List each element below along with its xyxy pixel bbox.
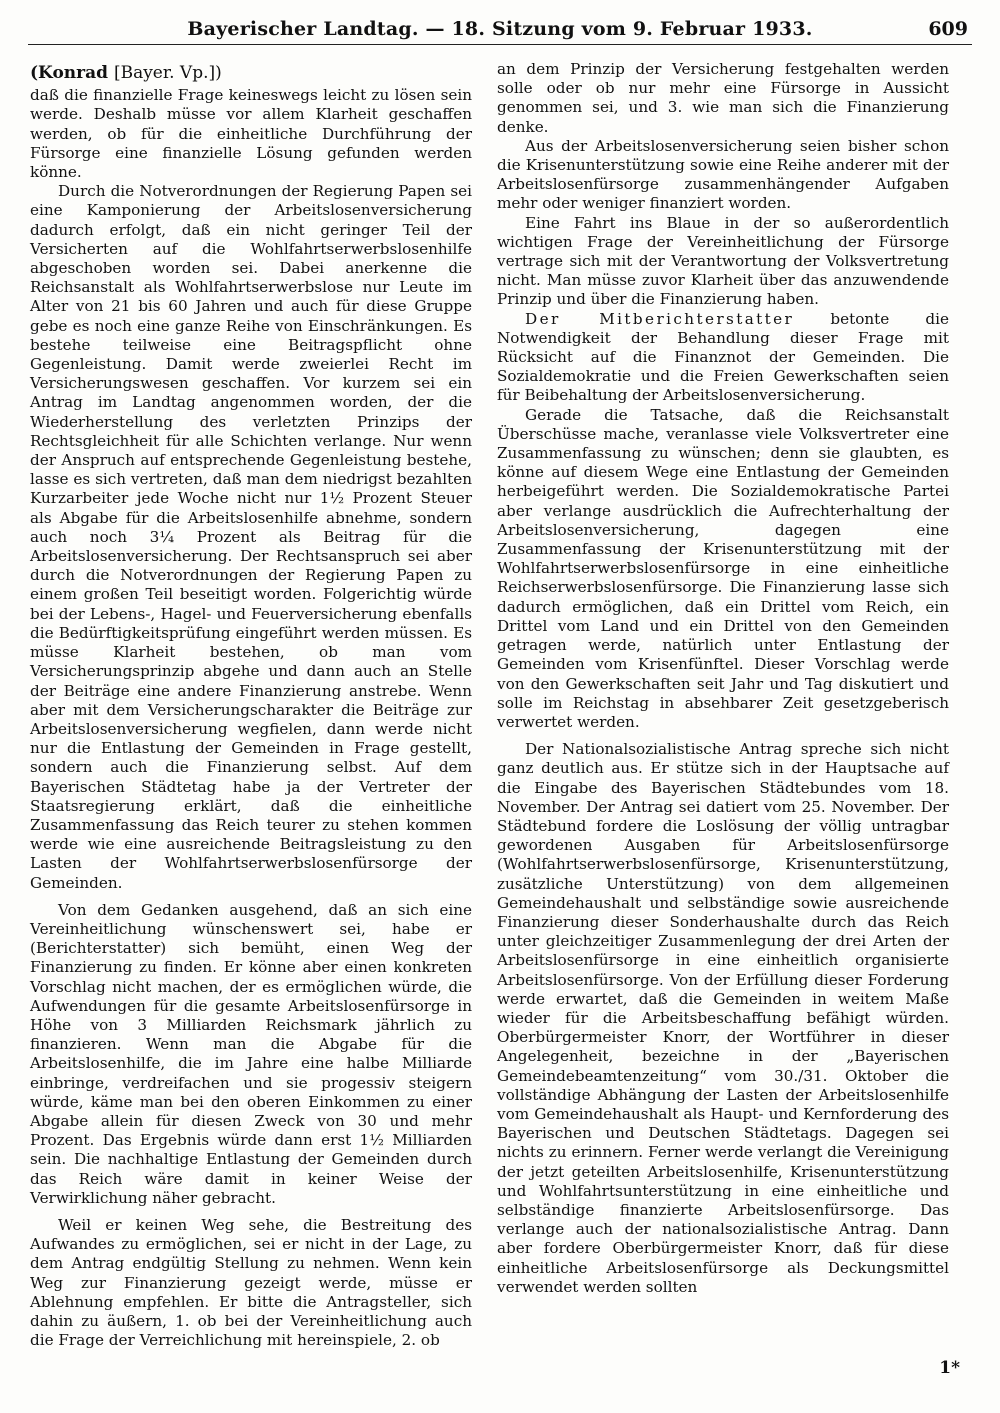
paragraph-mitberichterstatter — [497, 310, 949, 406]
paragraph: Durch die Notverordnungen der Regierung Papen sei eine Kamponierung der Arbeitslosenversicherung dadurch erfolgt, daß ein nicht geringer Teil der Versicherten auf die Wohlfahrtserwerbslosenhilfe abgeschoben worden sei. Dabei anerkenne die Reichsanstalt als Wohlfahrtserwerbslose nur Leute im Alter von 21 bis 60 Jahren und auch für diese Gruppe gebe es noch eine ganze Reihe von Einschränkungen. Es bestehe teilweise eine Beitragspflicht ohne Gegenleistung. Damit werde zweierlei Recht im Versicherungswesen geschaffen. Vor kurzem sei ein Antrag im Landtag angenommen worden, der die Wiederherstellung des verletzten Prinzips der Rechtsgleichheit für alle Schichten verlange. Nur wenn der Anspruch auf entsprechende Gegenleistung bestehe, lasse es sich vertreten, daß man dem niedrigst bezahlten Kurzarbeiter jede Woche nicht nur 1½ Prozent Steuer als Abgabe für die Arbeitslosenhilfe abnehme, sondern auch noch 3¼ Prozent als Beitrag für die Arbeitslosenversicherung. Der Rechtsanspruch sei aber durch die Notverordnungen der Regierung Papen zu einem großen Teil beseitigt worden. Folgerichtig würde bei der Lebens-, Hagel- und Feuerversicherung ebenfalls die Bedürftigkeitsprüfung eingeführt werden müssen. Es müsse Klarheit bestehen, ob man vom Versicherungsprinzip abgehe und dann auch an Stelle der Beiträge eine andere Finanzierung anstrebe. Wenn aber mit dem Versicherungscharakter die Beiträge zur Arbeitslosenversicherung wegfielen, dann werde nicht nur die Entlastung der Gemeinden in Frage gestellt, sondern auch die Finanzierung selbst. Auf dem Bayerischen Städtetag habe ja der Vertreter der Staatsregierung erklärt, daß die einheitliche Zusammenfassung das Reich teurer zu stehen kommen werde wie eine ausreichende Beitragsleistung zu den Lasten der Wohlfahrtserwerbslosenfürsorge der Gemeinden. — [30, 182, 472, 892]
header-title: Bayerischer Landtag. — 18. Sitzung vom 9. Februar 1933. — [187, 18, 813, 40]
paragraph: Gerade die Tatsache, daß die Reichsanstalt Überschüsse mache, veranlasse viele Volksvertreter eine Zusammenfassung zu wünschen; denn sie glaubten, es könne auf diesem Wege eine Entlastung der Gemeinden herbeigeführt werden. Die Sozialdemokratische Partei aber verlange ausdrücklich die Aufrechterhaltung der Arbeitslosenversicherung, dagegen eine Zusammenfassung der Krisenunterstützung mit der Wohlfahrtserwerbslosenfürsorge in eine einheitliche Reichserwerbslosenfürsorge. Die Finanzierung lasse sich dadurch ermöglichen, daß ein Drittel vom Reich, ein Drittel vom Land und ein Drittel von den Gemeinden getragen werde, natürlich unter Entlastung der Gemeinden vom Krisenfünftel. Dieser Vorschlag werde von den Gewerkschaften seit Jahr und Tag diskutiert und solle im Reichstag in absehbarer Zeit gesetzgeberisch verwertet werden. — [497, 405, 949, 731]
mitberichterstatter-label: Der Mitberichterstatter — [525, 309, 795, 328]
paragraph: Weil er keinen Weg sehe, die Bestreitung des Aufwandes zu ermöglichen, sei er nicht in der Lage, zu dem Antrag endgültig Stellung zu nehmen. Wenn kein Weg zur Finanzierung gezeigt werde, müsse er Ablehnung empfehlen. Er bitte die Antragsteller, sich dahin zu äußern, 1. ob bei der Vereinheitlichung auch die Frage der Verreichlichung mit hereinspiele, 2. ob — [30, 1215, 472, 1350]
paragraph: Der Nationalsozialistische Antrag spreche sich nicht ganz deutlich aus. Er stütze sich in der Hauptsache auf die Eingabe des Bayerischen Städtebundes vom 18. November. Der Antrag sei datiert vom 25. November. Der Städtebund fordere die Loslösung der völlig untragbar gewordenen Ausgaben für Arbeitslosenfürsorge (Wohlfahrtserwerbslosenfürsorge, Krisenunterstützung, zusätzliche Unterstützung) von dem allgemeinen Gemeindehaushalt und selbständige sowie ausreichende Finanzierung dieser Sonderhaushalte durch das Reich unter gleichzeitiger Zusammenlegung der drei Arten der Arbeitslosenfürsorge in eine einheitlich organisierte Arbeitslosenfürsorge. Von der Erfüllung dieser Forderung werde erwartet, daß die Gemeinden in weitem Maße wieder für die Arbeitsbeschaffung befähigt würden. Oberbürgermeister Knorr, der Wortführer in dieser Angelegenheit, bezeichne in der „Bayerischen Gemeindebeamtenzeitung“ vom 30./31. Oktober die vollständige Abhängung der Lasten der Arbeitslosenhilfe vom Gemeindehaushalt als Haupt- und Kernforderung des Bayerischen und Deutschen Städtetags. Dagegen sei nichts zu erinnern. Ferner werde verlangt die Vereinigung der jetzt geteilten Arbeitslosenhilfe, Krisenunterstützung und Wohlfahrtsunterstützung in eine einheitliche und selbständige finanzierte Arbeitslosenfürsorge. Das verlange auch der nationalsozialistische Antrag. Dann aber fordere Oberbürgermeister Knorr, daß für diese einheitliche Arbeitslosenfürsorge als Deckungsmittel verwendet werden sollten — [497, 740, 949, 1296]
paragraph: Eine Fahrt ins Blaue in der so außerordentlich wichtigen Frage der Vereinheitlichung der Fürsorge vertrage sich mit der Verantwortung der Volksvertretung nicht. Man müsse zuvor Klarheit über das anzuwendende Prinzip und über die Finanzierung haben. — [497, 213, 949, 309]
paragraph: Von dem Gedanken ausgehend, daß an sich eine Vereinheitlichung wünschenswert sei, habe er (Berichterstatter) sich bemüht, einen Weg der Finanzierung zu finden. Er könne aber einen konkreten Vorschlag nicht machen, der es ermöglichen würde, die Aufwendungen für die gesamte Arbeitslosenfürsorge in Höhe von 3 Milliarden Reichsmark jährlich zu finanzieren. Wenn man die Abgabe für die Arbeitslosenhilfe, die im Jahre eine halbe Milliarde einbringe, verdreifachen und sie progessiv steigern würde, käme man bei den oberen Einkommen zu einer Abgabe allein für diesen Zweck von 30 und mehr Prozent. Das Ergebnis würde dann erst 1½ Milliarden sein. Die nachhaltige Entlastung der Gemeinden durch das Reich wäre damit in keiner Weise der Verwirklichung näher gebracht. — [30, 900, 472, 1207]
paragraph: an dem Prinzip der Versicherung festgehalten werden solle oder ob nur mehr eine Fürsorge in Aussicht genommen sei, und 3. wie man sich die Finanzierung denke. — [497, 60, 949, 136]
speaker-heading — [30, 64, 472, 83]
right-column — [497, 60, 949, 1297]
mitberichterstatter-text: betonte die Notwendigkeit der Behandlung dieser Frage mit Rücksicht auf die Finanznot der Gemeinden. Die Sozialdemokratie und die Freien Gewerkschaften seien für Beibehaltung der Arbeitslosenversicherung. — [497, 309, 949, 405]
running-header — [28, 14, 972, 45]
paragraph: Aus der Arbeitslosenversicherung seien bisher schon die Krisenunterstützung sowie eine Reihe anderer mit der Arbeitslosenfürsorge zusammenhängender Aufgaben mehr oder weniger finanziert worden. — [497, 136, 949, 213]
page-number: 609 — [928, 18, 968, 40]
paragraph: daß die finanzielle Frage keineswegs leicht zu lösen sein werde. Deshalb müsse vor allem Klarheit geschaffen werden, ob für die einheitliche Durchführung der Fürsorge eine finanzielle Lösung gefunden werden könne. — [30, 86, 472, 182]
left-column — [30, 60, 472, 1350]
speaker-party: [Bayer. Vp.]) — [113, 63, 222, 83]
speaker-name: (Konrad — [30, 63, 109, 83]
signature-mark: 1* — [939, 1358, 960, 1378]
